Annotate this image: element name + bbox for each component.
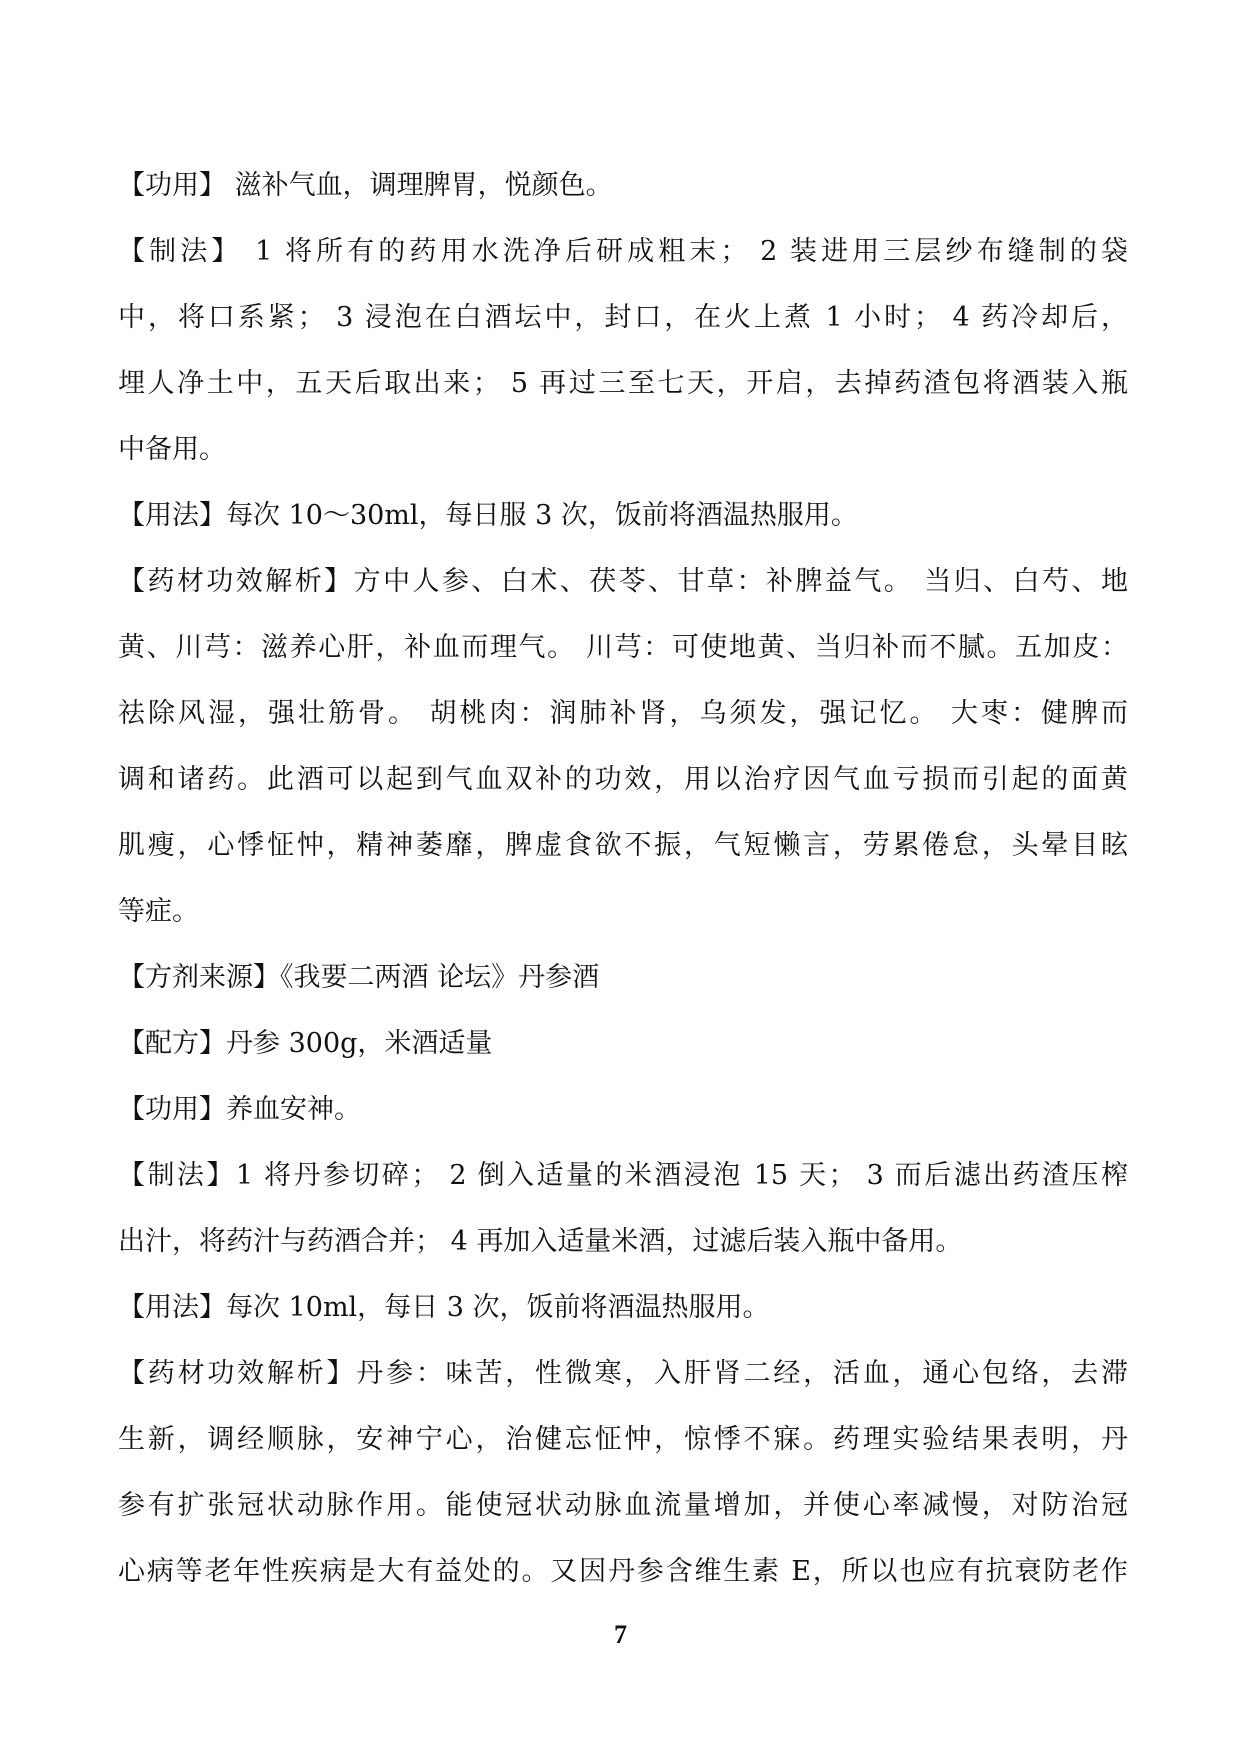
paragraph-laiyuan-2: [118, 945, 1128, 1011]
text-line: 【药材功效解析】丹参：味苦，性微寒，入肝肾二经，活血，通心包络，去滞: [118, 1358, 1128, 1389]
paragraph-peifang-2: [118, 1011, 1128, 1077]
text-line: 埋人净土中，五天后取出来； 5 再过三至七天，开启，去掉药渣包将酒装入瓶: [118, 368, 1128, 399]
text-line: 【方剂来源】《我要二两酒 论坛》丹参酒: [118, 962, 600, 993]
paragraph-zhifa-2: [118, 1143, 1128, 1275]
text-line: 【功用】 滋补气血，调理脾胃，悦颜色。: [118, 170, 613, 201]
paragraph-yongfa-2: [118, 1275, 1128, 1341]
paragraph-gongyong-1: [118, 153, 1128, 219]
text-line: 祛除风湿，强壮筋骨。 胡桃肉：润肺补肾，乌须发，强记忆。 大枣：健脾而: [118, 698, 1128, 729]
text-line: 黄、川芎：滋养心肝，补血而理气。 川芎：可使地黄、当归补而不腻。五加皮：: [118, 632, 1128, 663]
text-line: 【配方】丹参 300g，米酒适量: [118, 1028, 493, 1059]
text-line: 调和诸药。此酒可以起到气血双补的功效，用以治疗因气血亏损而引起的面黄: [118, 764, 1128, 795]
text-line: 心病等老年性疾病是大有益处的。又因丹参含维生素 E，所以也应有抗衰防老作: [118, 1556, 1128, 1587]
text-line: 【制法】 1 将所有的药用水洗净后研成粗末； 2 装进用三层纱布缝制的袋: [118, 236, 1128, 267]
text-line: 参有扩张冠状动脉作用。能使冠状动脉血流量增加，并使心率减慢，对防治冠: [118, 1490, 1128, 1521]
text-line: 肌瘦，心悸怔忡，精神萎靡，脾虚食欲不振，气短懒言，劳累倦怠，头晕目眩: [118, 830, 1128, 861]
paragraph-jiexi-2: [118, 1341, 1128, 1605]
text-line: 中，将口系紧； 3 浸泡在白酒坛中，封口，在火上煮 1 小时； 4 药冷却后，: [118, 302, 1128, 333]
paragraph-gongyong-2: [118, 1077, 1128, 1143]
text-line: 出汁，将药汁与药酒合并； 4 再加入适量米酒，过滤后装入瓶中备用。: [118, 1226, 963, 1257]
text-line: 中备用。: [118, 434, 226, 465]
text-line: 【用法】每次 10ml，每日 3 次，饭前将酒温热服用。: [118, 1292, 770, 1323]
paragraph-zhifa-1: [118, 219, 1128, 483]
text-line: 【制法】1 将丹参切碎； 2 倒入适量的米酒浸泡 15 天； 3 而后滤出药渣压榨: [118, 1160, 1128, 1191]
text-line: 【功用】养血安神。: [118, 1094, 361, 1125]
paragraph-jiexi-1: [118, 549, 1128, 945]
text-line: 【药材功效解析】方中人参、白术、茯苓、甘草：补脾益气。 当归、白芍、地: [118, 566, 1128, 597]
paragraph-yongfa-1: [118, 483, 1128, 549]
page-number: 7: [614, 1620, 627, 1649]
text-line: 【用法】每次 10～30ml，每日服 3 次，饭前将酒温热服用。: [118, 500, 858, 531]
text-line: 等症。: [118, 896, 199, 927]
text-line: 生新，调经顺脉，安神宁心，治健忘怔忡，惊悸不寐。药理实验结果表明，丹: [118, 1424, 1128, 1455]
body-text: [118, 153, 1128, 1605]
